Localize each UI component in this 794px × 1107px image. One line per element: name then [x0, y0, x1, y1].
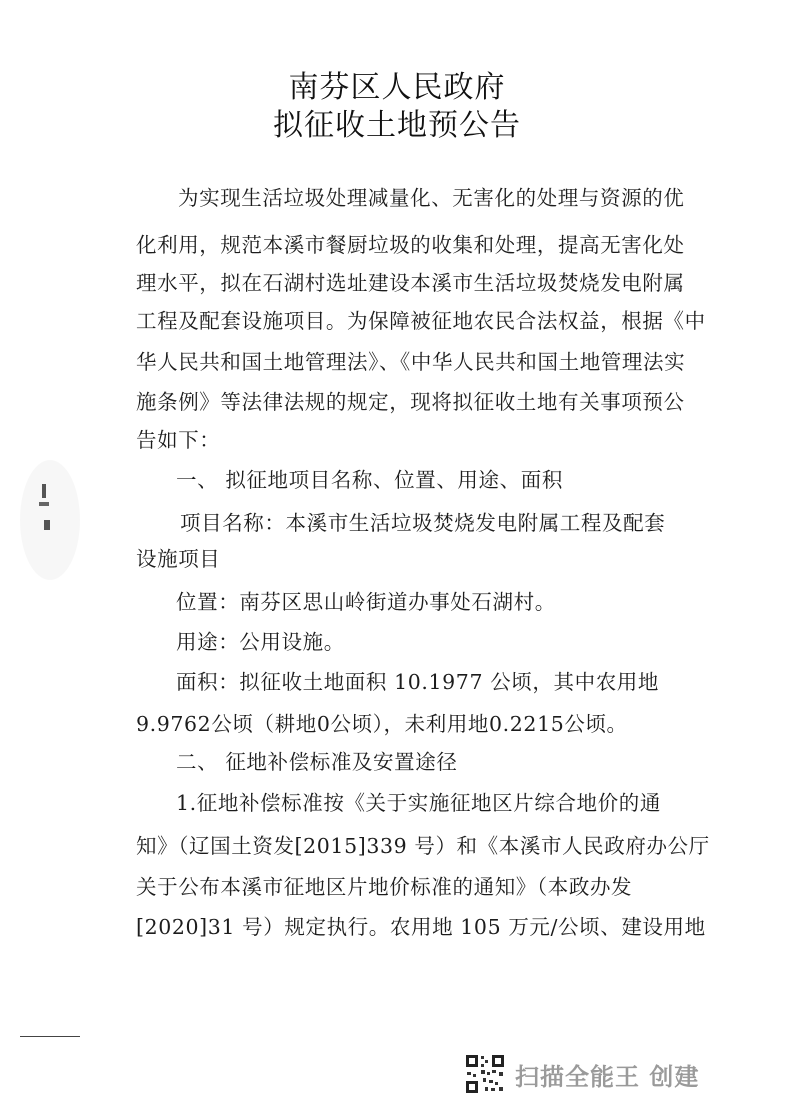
body-line: 化利用，规范本溪市餐厨垃圾的收集和处理，提高无害化处 [136, 233, 685, 257]
body-line: 用途：公用设施。 [176, 630, 345, 654]
scanner-watermark [465, 1052, 699, 1096]
body-line: 位置：南芬区思山岭街道办事处石湖村。 [176, 590, 556, 614]
body-line: 设施项目 [136, 547, 221, 571]
body-line: 项目名称：本溪市生活垃圾焚烧发电附属工程及配套 [180, 511, 666, 535]
section-heading: 一、 拟征地项目名称、位置、用途、面积 [176, 468, 563, 492]
scan-edge-line [20, 1036, 80, 1037]
body-line: 工程及配套设施项目。为保障被征地农民合法权益，根据《中 [136, 309, 706, 333]
section-heading: 二、 征地补偿标准及安置途径 [176, 750, 458, 774]
body-line: [2020]31 号）规定执行。农用地 105 万元/公顷、建设用地 [136, 915, 706, 939]
body-line: 9.9762公顷（耕地0公顷），未利用地0.2215公顷。 [136, 712, 628, 736]
document-title-line2: 拟征收土地预公告 [273, 108, 521, 143]
body-line: 关于公布本溪市征地区片地价标准的通知》（本政办发 [136, 875, 633, 899]
body-line: 为实现生活垃圾处理减量化、无害化的处理与资源的优 [178, 186, 685, 210]
body-line: 华人民共和国土地管理法》、《中华人民共和国土地管理法实 [136, 350, 686, 374]
body-line: 1.征地补偿标准按《关于实施征地区片综合地价的通 [176, 791, 661, 815]
qr-code-icon [465, 1054, 505, 1094]
body-line: 理水平，拟在石湖村选址建设本溪市生活垃圾焚烧发电附属 [136, 271, 685, 295]
body-line: 告如下： [136, 428, 221, 452]
scan-artifact-mark [36, 480, 58, 540]
body-line: 知》（辽国土资发[2015]339 号）和《本溪市人民政府办公厅 [136, 834, 710, 858]
body-line: 施条例》等法律法规的规定，现将拟征收土地有关事项预公 [136, 390, 685, 414]
document-title-line1: 南芬区人民政府 [288, 70, 506, 105]
watermark-text: 扫描全能王 创建 [515, 1062, 700, 1091]
body-line: 面积：拟征收土地面积 10.1977 公顷，其中农用地 [176, 670, 660, 694]
